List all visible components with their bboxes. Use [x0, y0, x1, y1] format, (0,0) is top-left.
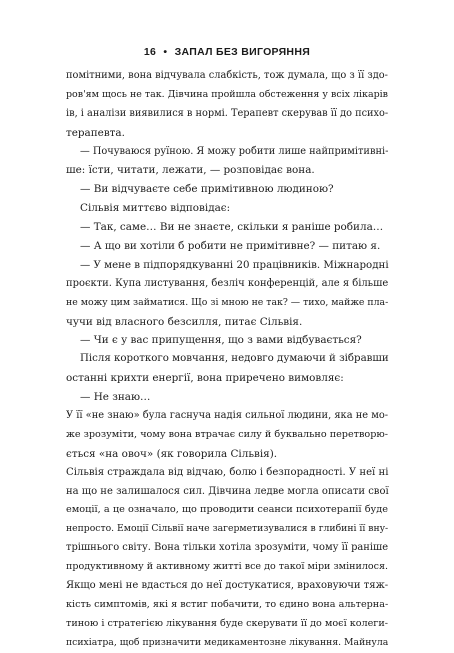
text-line: проєкти. Купа листування, безліч конференцій, але я більше — [66, 277, 389, 289]
text-line: У її «не знаю» була гаснуча надія сильної людини, яка не мо- — [66, 410, 389, 422]
text-line: емоції, а це означало, що проводити сеанси психотерапії буде — [66, 504, 388, 516]
text-line: Сільвія страждала від відчаю, болю і безпорадності. У неї ні — [66, 466, 389, 478]
chapter-title: ЗАПАЛ БЕЗ ВИГОРЯННЯ — [174, 46, 311, 58]
text-line: тиною і стратегією лікування буде скерувати її до моєї колеги- — [66, 617, 388, 629]
text-line: Якщо мені не вдасться до неї достукатися, враховуючи тяж- — [66, 580, 389, 592]
text-line: ше: їсти, читати, лежати, — розповідає вона. — [66, 164, 315, 177]
text-line: не можу цим займатися. Що зі мною не так? — тихо, майже пла- — [66, 296, 389, 308]
text-line: терапевта. — [66, 126, 125, 139]
text-line: же зрозуміти, чому вона втрачає силу й буквально перетворю- — [66, 428, 388, 440]
running-header — [0, 46, 454, 58]
text-line: помітними, вона відчувала слабкість, тож думала, що з її здо- — [66, 70, 388, 81]
text-line: непросто. Емоції Сільвії наче загерметизувалися в глибині її вну- — [66, 523, 389, 535]
body-text — [66, 67, 388, 653]
text-line: останні крихти енергії, вона приречено вимовляє: — [66, 372, 344, 385]
text-line: трішнього світу. Вона тільки хотіла зрозуміти, чому її раніше — [66, 542, 389, 554]
text-line: ів, і аналізи виявилися в нормі. Терапевт скерував її до психо- — [66, 107, 389, 119]
text-line: ров'ям щось не так. Дівчина пройшла обстеження у всіх лікарів — [66, 88, 388, 100]
text-line: кість симптомів, які я встиг побачити, то єдино вона альтерна- — [66, 598, 389, 610]
text-line: чучи від власного безсилля, питає Сільвія. — [66, 315, 303, 328]
text-line: ється «на овоч» (як говорила Сільвія). — [66, 447, 278, 460]
page-number: 16 — [143, 46, 157, 58]
text-line: продуктивному й активному житті все до такої міри змінилося. — [66, 561, 388, 573]
text-line: — Так, саме… Ви не знаєте, скільки я раніше робила… — [80, 221, 384, 234]
text-line: — Не знаю… — [80, 391, 151, 404]
text-line: — У мене в підпорядкуванні 20 працівників. Міжнародні — [80, 258, 389, 271]
header-separator: • — [163, 46, 168, 58]
text-line: Після короткого мовчання, недовго думаючи й зібравши — [80, 353, 389, 365]
text-line: — Чи є у вас припущення, що з вами відбувається? — [80, 334, 362, 347]
text-line: — Почуваюся руїною. Я можу робити лише найпримітивні- — [80, 145, 389, 157]
text-line: на що не залишалося сил. Дівчина ледве могла описати свої — [66, 485, 389, 497]
text-line: — А що ви хотіли б робити не примітивне? — питаю я. — [80, 240, 381, 253]
text-line: — Ви відчуваєте себе примітивною людиною? — [80, 183, 334, 196]
text-line: психіатра, щоб призначити медикаментозне лікування. Майнула — [66, 636, 389, 648]
text-line: Сільвія миттєво відповідає: — [80, 202, 231, 215]
